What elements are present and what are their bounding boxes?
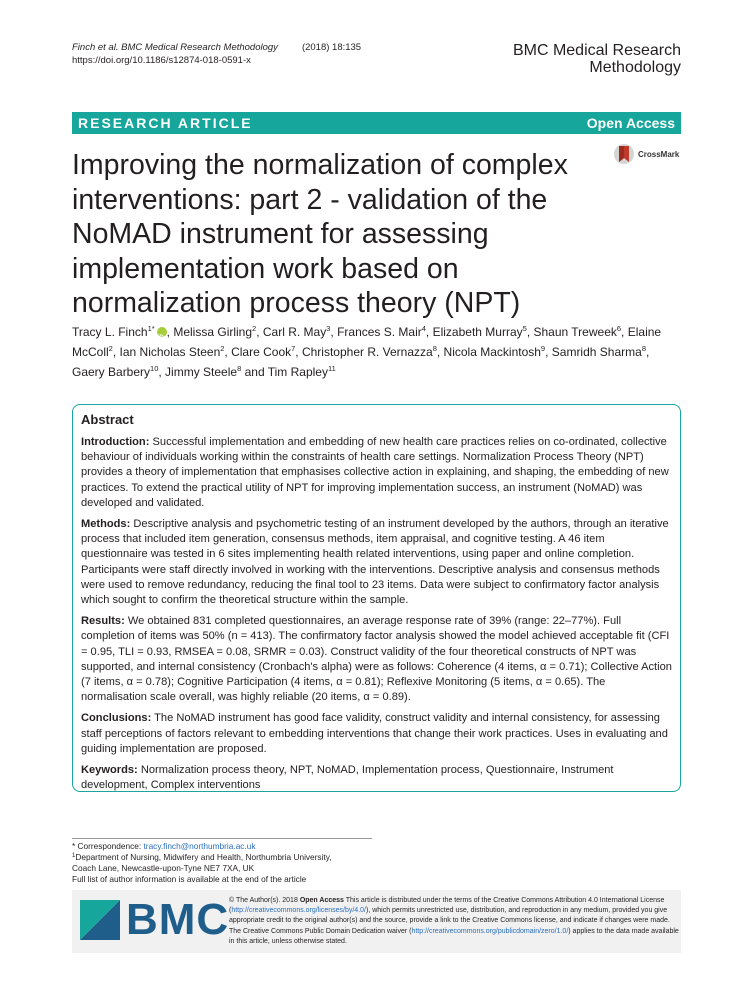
author-name[interactable]: Shaun Treweek (533, 325, 617, 339)
abstract-section-text: We obtained 831 completed questionnaires, an average response rate of 39% (range: 22–77%). Full completion of items was 50% (n = 413). The confirmatory factor analysis showed the model achieved acceptable fit (CFI = 0.95, TLI = 0.93, RMSEA = 0.08, SRMR = 0.03). Construct validity of the four theoretical constructs of NPT was supported, and internal consistency (Cronbach's alpha) were as follows: Coherence (4 items, α = 0.71); Collective Action (7 items, α = 0.78); Cognitive Participation (4 items, α = 0.81); Reflexive Monitoring (5 items, α = 0.65). The normalisation scale overall, was highly reliable (20 items, α = 0.89). (81, 615, 672, 704)
affiliation-line1 (72, 852, 332, 863)
bmc-logo-icon (80, 900, 120, 940)
license-open-access: Open Access (299, 897, 344, 904)
author-affiliation-sup: 8 (432, 344, 437, 353)
author-affiliation-sup: 8 (237, 364, 242, 373)
author-name[interactable]: Melissa Girling (173, 325, 253, 339)
abstract-heading: Abstract (81, 412, 134, 427)
author-affiliation-sup: 11 (327, 364, 336, 373)
abstract-section-label: Conclusions: (81, 712, 152, 725)
article-type-bar (72, 112, 681, 134)
abstract-section-text: Normalization process theory, NPT, NoMAD, Implementation process, Questionnaire, Instrument development, Complex interventions (81, 764, 614, 792)
license-link-zero[interactable]: http://creativecommons.org/publicdomain/zero/1.0/ (411, 927, 569, 935)
license-part3: ) applies to the data made available in this article, unless otherwise stated. (229, 927, 679, 945)
crossmark-badge[interactable] (613, 142, 679, 166)
running-header (72, 41, 361, 67)
footnotes (72, 841, 332, 885)
author-list: Tracy L. Finch$^{1*}$iD , Melissa Girling$^2$, Carl R. May$^3$, Frances S. Mair$^4$, Elizabeth Murray$^5$, Shaun Treweek$^6$, Elaine McColl$^2$, Ian Nicholas Steen$^2$, Clare Cook$^7$, Christopher R. Vernazza$^8$, Nicola Mackintosh$^9$, Samridh Sharma$^8$, Gaery Barbery$^{10}$, Jimmy Steele$^8$ and Tim Rapley$^{11}$ (72, 322, 682, 382)
full-list-note: Full list of author information is available at the end of the article (72, 874, 307, 884)
citation-line (72, 41, 361, 54)
author-affiliation-sup: 9 (540, 344, 546, 353)
authors-and: and (244, 365, 265, 379)
abstract-section (81, 517, 674, 608)
abstract-section-label: Methods: (81, 518, 131, 531)
license-part2: ), which permits unrestricted use, distribution, and reproduction in any medium, provided you give appropriate credit to the original author(s) and the source, provide a link to the Creative Commons license, and indicate if changes were made. The Creative Commons Public Domain Dedication waiver ( (229, 907, 670, 935)
author-name[interactable]: Gaery Barbery (72, 365, 151, 379)
author-name[interactable]: Elizabeth Murray (432, 325, 523, 339)
bmc-logo-text: BMC (126, 895, 230, 944)
author-name[interactable]: Frances S. Mair (337, 325, 422, 339)
author-affiliation-sup: 1* (147, 324, 155, 333)
license-link-by[interactable]: http://creativecommons.org/licenses/by/4.0/ (231, 907, 366, 915)
year-volume: (2018) 18:135 (301, 42, 362, 53)
citation: Finch et al. BMC Medical Research Methodology (72, 42, 278, 53)
affiliation-text1: Department of Nursing, Midwifery and Health, Northumbria University, (75, 852, 332, 862)
author-name[interactable]: Samridh Sharma (551, 345, 642, 359)
author-name[interactable]: Elaine McColl (72, 325, 662, 359)
license-box (72, 890, 681, 953)
license-copyright: © The Author(s). 2018 (229, 897, 298, 904)
correspondence-line (72, 841, 332, 852)
license-text (229, 896, 679, 947)
author-name[interactable]: Clare Cook (231, 345, 292, 359)
author-name[interactable]: Tim Rapley (267, 365, 328, 379)
author-affiliation-sup: 2 (108, 344, 113, 353)
journal-name (513, 42, 681, 76)
author-affiliation-sup: 3 (326, 324, 331, 333)
author-name[interactable]: Nicola Mackintosh (443, 345, 541, 359)
author-affiliation-sup: 2 (252, 324, 257, 333)
abstract-section-text: The NoMAD instrument has good face validity, construct validity and internal consistency, for assessing staff perceptions of factors relevant to embedding interventions that change their work practices. Uses in evaluating and guiding implementation are proposed. (81, 712, 668, 755)
abstract-section (81, 763, 674, 793)
author-name[interactable]: Tracy L. Finch (72, 325, 148, 339)
author-affiliation-sup: 5 (522, 324, 527, 333)
crossmark-icon (613, 142, 635, 166)
abstract-section (81, 435, 674, 511)
abstract-section (81, 614, 674, 705)
journal-name-line2: Methodology (589, 59, 681, 76)
author-affiliation-sup: 6 (616, 324, 622, 333)
abstract-section-text: Descriptive analysis and psychometric testing of an instrument developed by the authors, through an iterative process that included item generation, consensus methods, item appraisal, and cognitive testing. A 46 item questionnaire was tested in 6 sites implementing health related interventions, using paper and online completion. Participants were staff directly involved in working with the interventions. Descriptive analysis and consensus methods were used to remove redundancy, reducing the final tool to 23 items. Data were subject to confirmatory factor analysis which sought to confirm the theoretical structure within the sample. (81, 518, 669, 607)
article-title: Improving the normalization of complex interventions: part 2 - validation of the NoMAD instrument for assessing implementation work based on normalization process theory (NPT) (72, 149, 568, 319)
author-name[interactable]: Ian Nicholas Steen (119, 345, 221, 359)
license-part1: This article is distributed under the terms of the Creative Commons Attribution 4.0 International License ( (229, 897, 665, 915)
open-access-label: Open Access (586, 115, 675, 131)
affiliation-sup: 1 (72, 853, 76, 859)
author-affiliation-sup: 4 (421, 324, 426, 333)
author-name[interactable]: Carl R. May (262, 325, 327, 339)
affiliation-line2: Coach Lane, Newcastle-upon-Tyne NE7 7XA, UK (72, 863, 255, 873)
correspondence-email[interactable]: tracy.finch@northumbria.ac.uk (143, 841, 256, 851)
author-name[interactable]: Christopher R. Vernazza (301, 345, 433, 359)
crossmark-label: CrossMark (638, 149, 680, 159)
abstract-section-text: Successful implementation and embedding of new health care practices relies on co-ordinated, collective behaviour of individuals working within the constraints of health care settings. Normalization Process Theory (NPT) provides a theory of implementation that emphasises collective action in explaining, and shaping, the embedding of new practices. To extend the practical utility of NPT for improving implementation success, an instrument (NoMAD) was developed and validated. (81, 436, 669, 509)
footnote-divider (72, 838, 372, 839)
abstract-section (81, 711, 674, 757)
author-affiliation-sup: 8 (641, 344, 646, 353)
abstract-box (72, 404, 681, 792)
author-name[interactable]: Jimmy Steele (165, 365, 238, 379)
doi-link[interactable]: https://doi.org/10.1186/s12874-018-0591-x (72, 55, 251, 66)
orcid-icon[interactable] (157, 327, 167, 337)
author-affiliation-sup: 2 (220, 344, 225, 353)
abstract-sections (81, 435, 674, 793)
abstract-section-label: Keywords: (81, 764, 138, 777)
journal-name-line1: BMC Medical Research (512, 42, 681, 59)
author-affiliation-sup: 10 (150, 364, 159, 373)
abstract-section-label: Introduction: (81, 436, 150, 448)
author-affiliation-sup: 7 (291, 344, 296, 353)
abstract-section-label: Results: (81, 615, 125, 628)
bmc-logo (80, 895, 230, 944)
article-type: RESEARCH ARTICLE (78, 115, 253, 131)
correspondence-label: * Correspondence: (72, 841, 142, 851)
